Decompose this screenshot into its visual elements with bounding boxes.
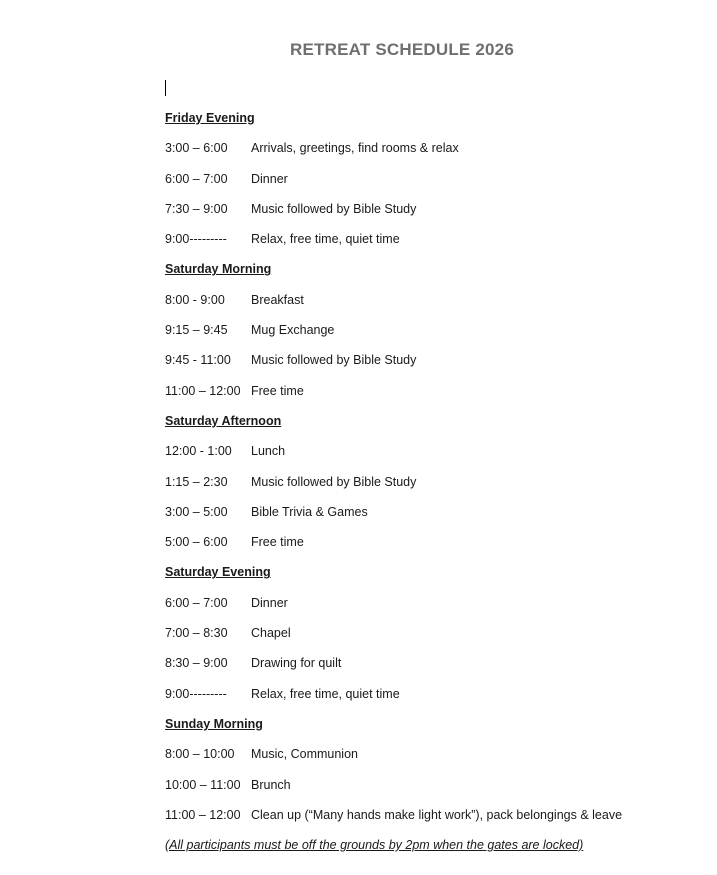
- schedule-body: [165, 108, 705, 865]
- schedule-row: [165, 532, 705, 562]
- section-sunday-morning: [165, 714, 705, 744]
- activity: Relax, free time, quiet time: [251, 686, 400, 701]
- section-friday-evening: [165, 108, 705, 138]
- time-slot: 3:00 – 6:00: [165, 141, 228, 156]
- activity: Chapel: [251, 626, 291, 641]
- activity: Drawing for quilt: [251, 656, 342, 671]
- schedule-row: [165, 502, 705, 532]
- time-slot: 7:30 – 9:00: [165, 201, 228, 216]
- activity: Free time: [251, 535, 304, 550]
- activity: Dinner: [251, 171, 288, 186]
- activity: Music followed by Bible Study: [251, 201, 417, 216]
- time-slot: 7:00 – 8:30: [165, 626, 228, 641]
- activity: Brunch: [251, 777, 291, 792]
- activity: Free time: [251, 383, 304, 398]
- time-slot: 8:00 – 10:00: [165, 747, 235, 762]
- section-heading: Sunday Morning: [165, 716, 263, 731]
- section-heading: Saturday Evening: [165, 565, 271, 580]
- section-saturday-morning: [165, 259, 705, 289]
- activity: Clean up (“Many hands make light work”), pack belongings & leave: [251, 807, 623, 822]
- time-slot: 10:00 – 11:00: [165, 777, 241, 792]
- schedule-row: [165, 623, 705, 653]
- schedule-row: [165, 775, 705, 805]
- time-slot: 11:00 – 12:00: [165, 807, 241, 822]
- section-saturday-evening: [165, 562, 705, 592]
- activity: Mug Exchange: [251, 323, 335, 338]
- footnote: (All participants must be off the grounds by 2pm when the gates are locked): [165, 838, 584, 853]
- schedule-row: [165, 805, 705, 835]
- schedule-row: [165, 169, 705, 199]
- schedule-row: [165, 744, 705, 774]
- section-heading: Saturday Morning: [165, 262, 272, 277]
- activity: Music, Communion: [251, 747, 358, 762]
- time-slot: 6:00 – 7:00: [165, 595, 228, 610]
- activity: Music followed by Bible Study: [251, 353, 417, 368]
- time-slot: 9:15 – 9:45: [165, 323, 228, 338]
- schedule-row: [165, 593, 705, 623]
- activity: Breakfast: [251, 292, 304, 307]
- activity: Dinner: [251, 595, 288, 610]
- time-slot: 6:00 – 7:00: [165, 171, 228, 186]
- time-slot: 1:15 – 2:30: [165, 474, 228, 489]
- time-slot: 11:00 – 12:00: [165, 383, 241, 398]
- text-cursor: [165, 80, 166, 96]
- activity: Bible Trivia & Games: [251, 504, 368, 519]
- time-slot: 3:00 – 5:00: [165, 504, 228, 519]
- schedule-row: [165, 381, 705, 411]
- activity: Arrivals, greetings, find rooms & relax: [251, 141, 459, 156]
- schedule-row: [165, 138, 705, 168]
- activity: Lunch: [251, 444, 286, 459]
- activity: Relax, free time, quiet time: [251, 232, 400, 247]
- section-heading: Friday Evening: [165, 111, 255, 125]
- schedule-row: [165, 350, 705, 380]
- time-slot: 9:00---------: [165, 232, 227, 247]
- time-slot: 5:00 – 6:00: [165, 535, 228, 550]
- time-slot: 9:00---------: [165, 686, 227, 701]
- schedule-row: [165, 320, 705, 350]
- time-slot: 8:00 - 9:00: [165, 292, 225, 307]
- time-slot: 9:45 - 11:00: [165, 353, 231, 368]
- schedule-row: [165, 199, 705, 229]
- time-slot: 8:30 – 9:00: [165, 656, 228, 671]
- section-heading: Saturday Afternoon: [165, 413, 282, 428]
- activity: Music followed by Bible Study: [251, 474, 417, 489]
- schedule-row: [165, 441, 705, 471]
- schedule-row: [165, 684, 705, 714]
- document-title: RETREAT SCHEDULE 2026: [290, 40, 514, 59]
- schedule-row: [165, 229, 705, 259]
- time-slot: 12:00 - 1:00: [165, 444, 232, 459]
- schedule-row: [165, 290, 705, 320]
- schedule-row: [165, 653, 705, 683]
- section-saturday-afternoon: [165, 411, 705, 441]
- schedule-row: [165, 472, 705, 502]
- footnote-line: [165, 835, 705, 865]
